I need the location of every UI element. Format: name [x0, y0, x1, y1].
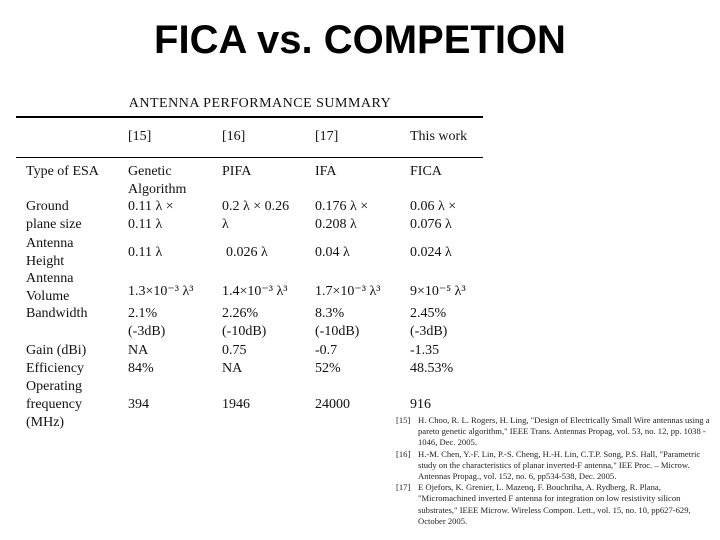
- cell-height-ref17: 0.04 λ: [315, 245, 350, 260]
- column-header-ref17: [17]: [315, 129, 339, 144]
- cell-height-ref15: 0.11 λ: [128, 245, 163, 260]
- cell-efficiency-this-work: 48.53%: [410, 361, 454, 376]
- cell-gain-ref17: -0.7: [315, 343, 338, 358]
- column-header-ref16: [16]: [222, 129, 246, 144]
- cell-frequency-ref15: 394: [128, 397, 149, 412]
- cell-type-this-work: FICA: [410, 164, 442, 179]
- cell-frequency-ref16: 1946: [222, 397, 250, 412]
- cell-efficiency-ref15: 84%: [128, 361, 154, 376]
- cell-gain-ref16: 0.75: [222, 343, 247, 358]
- slide-title: FICA vs. COMPETION: [154, 18, 566, 62]
- reference-item: [15] H. Choo, R. L. Rogers, H. Ling, "Design of Electrically Small Wire antennas using a pareto genetic algorithm," IEEE Trans. Antennas Propag, vol. 53, no. 12, pp. 1038 - 1046, Dec. 2005.: [396, 415, 710, 448]
- cell-ground-ref16: 0.2 λ × 0.26 λ: [222, 199, 290, 232]
- row-label-bandwidth: Bandwidth: [26, 306, 88, 321]
- cell-height-this-work: 0.024 λ: [410, 245, 452, 260]
- cell-volume-ref16: 1.4×10⁻³ λ³: [222, 284, 288, 299]
- cell-type-ref15: Genetic Algorithm: [128, 164, 187, 197]
- cell-bandwidth-ref17: 8.3% (-10dB): [315, 306, 360, 339]
- row-label-efficiency: Efficiency: [26, 361, 85, 376]
- row-label-height: Antenna Height: [26, 236, 74, 269]
- row-label-type: Type of ESA: [26, 164, 99, 179]
- table-top-rule: [16, 116, 483, 118]
- references-list: [396, 415, 714, 527]
- row-label-volume: Antenna Volume: [26, 271, 74, 304]
- cell-gain-ref15: NA: [128, 343, 149, 358]
- cell-frequency-this-work: 916: [410, 397, 431, 412]
- cell-frequency-ref17: 24000: [315, 397, 350, 412]
- cell-bandwidth-this-work: 2.45% (-3dB): [410, 306, 448, 339]
- column-header-ref15: [15]: [128, 129, 152, 144]
- cell-bandwidth-ref16: 2.26% (-10dB): [222, 306, 267, 339]
- row-label-gain: Gain (dBi): [26, 343, 87, 358]
- cell-type-ref17: IFA: [315, 164, 337, 179]
- column-header-this-work: This work: [410, 129, 468, 144]
- cell-efficiency-ref16: NA: [222, 361, 243, 376]
- reference-item: [17] E Ojefors, K. Grenier, L. Mazenq, F. Bouchriha, A. Rydberg, R. Plana, "Micromachined inverted F antenna for integration on low resistivity silicon substrates," IEEE Microw. Wireless Compon. Lett., vol. 15, no. 10, pp627-629, October 2005.: [396, 482, 691, 526]
- cell-height-ref16: 0.026 λ: [226, 245, 268, 260]
- cell-ground-ref15: 0.11 λ × 0.11 λ: [128, 199, 174, 232]
- cell-ground-this-work: 0.06 λ × 0.076 λ: [410, 199, 457, 232]
- cell-gain-this-work: -1.35: [410, 343, 440, 358]
- cell-volume-ref15: 1.3×10⁻³ λ³: [128, 284, 194, 299]
- cell-bandwidth-ref15: 2.1% (-3dB): [128, 306, 166, 339]
- cell-type-ref16: PIFA: [222, 164, 252, 179]
- row-label-frequency: Operating frequency (MHz): [26, 379, 82, 430]
- cell-volume-ref17: 1.7×10⁻³ λ³: [315, 284, 381, 299]
- row-label-ground-plane: Ground plane size: [26, 199, 82, 232]
- reference-item: [16] H.-M. Chen, Y.-F. Lin, P.-S. Cheng, H.-H. Lin, C.T.P. Song, P.S. Hall, "Parametric study on the characteristics of planar inverted-F antenna," IEE Proc. – Microw. Antennas Propag., vol. 152, no. 6, pp534-538, Dec. 2005.: [396, 448, 701, 482]
- cell-efficiency-ref17: 52%: [315, 361, 341, 376]
- table-header-rule: [16, 157, 483, 158]
- table-caption: ANTENNA PERFORMANCE SUMMARY: [128, 96, 392, 111]
- cell-volume-this-work: 9×10⁻⁵ λ³: [410, 284, 466, 299]
- cell-ground-ref17: 0.176 λ × 0.208 λ: [315, 199, 369, 232]
